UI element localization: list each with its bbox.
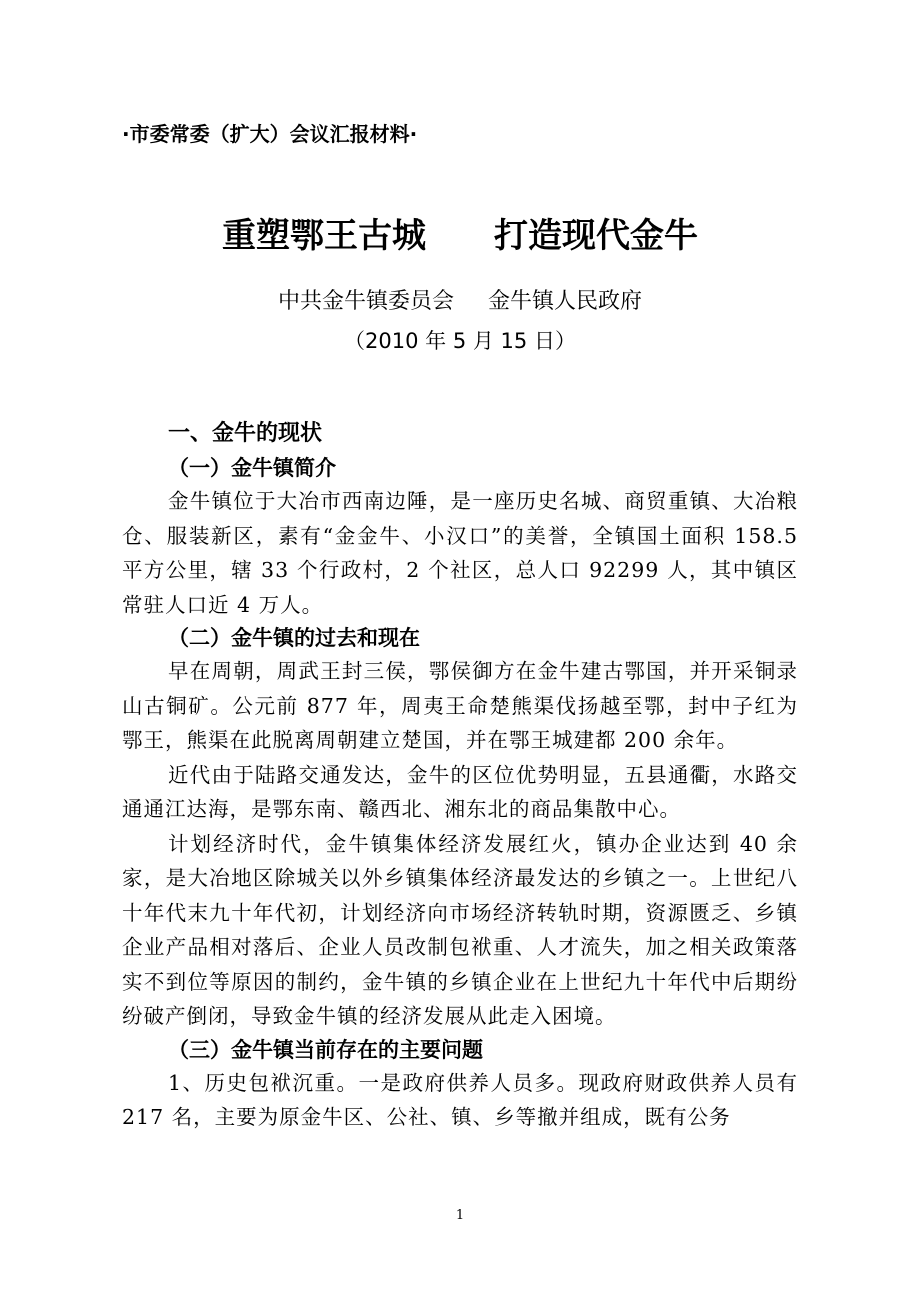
paragraph: 近代由于陆路交通发达，金牛的区位优势明显，五县通衢，水路交通通江达海，是鄂东南、赣西北、湘东北的商品集散中心。 <box>122 762 798 821</box>
document-label: ·市委常委（扩大）会议汇报材料· <box>122 122 418 146</box>
paragraph: 早在周朝，周武王封三侯，鄂侯御方在金牛建古鄂国，并开采铜录山古铜矿。公元前 877 年，周夷王命楚熊渠伐扬越至鄂，封中子红为鄂王，熊渠在此脱离周朝建立楚国，并在鄂王城建都 200 余年。 <box>122 659 798 752</box>
paragraph: 金牛镇位于大冶市西南边陲，是一座历史名城、商贸重镇、大冶粮仓、服装新区，素有“金金牛、小汉口”的美誉，全镇国土面积 158.5 平方公里，辖 33 个行政村，2 个社区，总人口 92299 人，其中镇区常驻人口近 4 万人。 <box>122 489 798 617</box>
paragraph: 计划经济时代，金牛镇集体经济发展红火，镇办企业达到 40 余家，是大冶地区除城关以外乡镇集体经济最发达的乡镇之一。上世纪八十年代末九十年代初，计划经济向市场经济转轨时期，资源匮乏、乡镇企业产品相对落后、企业人员改制包袱重、人才流失，加之相关政策落实不到位等原因的制约，金牛镇的乡镇企业在上世纪九十年代中后期纷纷破产倒闭，导致金牛镇的经济发展从此走入困境。 <box>122 831 798 1028</box>
document-title <box>0 208 920 257</box>
subsection-heading: （一）金牛镇简介 <box>168 456 336 480</box>
paragraph: 1、历史包袱沉重。一是政府供养人员多。现政府财政供养人员有 217 名，主要为原金牛区、公社、镇、乡等撤并组成，既有公务 <box>122 1070 798 1129</box>
subsection-heading: （二）金牛镇的过去和现在 <box>168 626 420 650</box>
author-party-committee: 中共金牛镇委员会 <box>277 289 454 314</box>
document-date: （2010 年 5 月 15 日） <box>344 329 576 353</box>
subsection-heading: （三）金牛镇当前存在的主要问题 <box>168 1037 483 1062</box>
page-number: 1 <box>455 1208 465 1223</box>
author-government: 金牛镇人民政府 <box>488 289 643 314</box>
title-part-2: 打造现代金牛 <box>494 216 698 256</box>
section-heading: 一、金牛的现状 <box>168 421 323 446</box>
document-authors <box>0 284 920 315</box>
title-part-1: 重塑鄂王古城 <box>222 216 426 256</box>
document-body <box>122 416 798 1135</box>
